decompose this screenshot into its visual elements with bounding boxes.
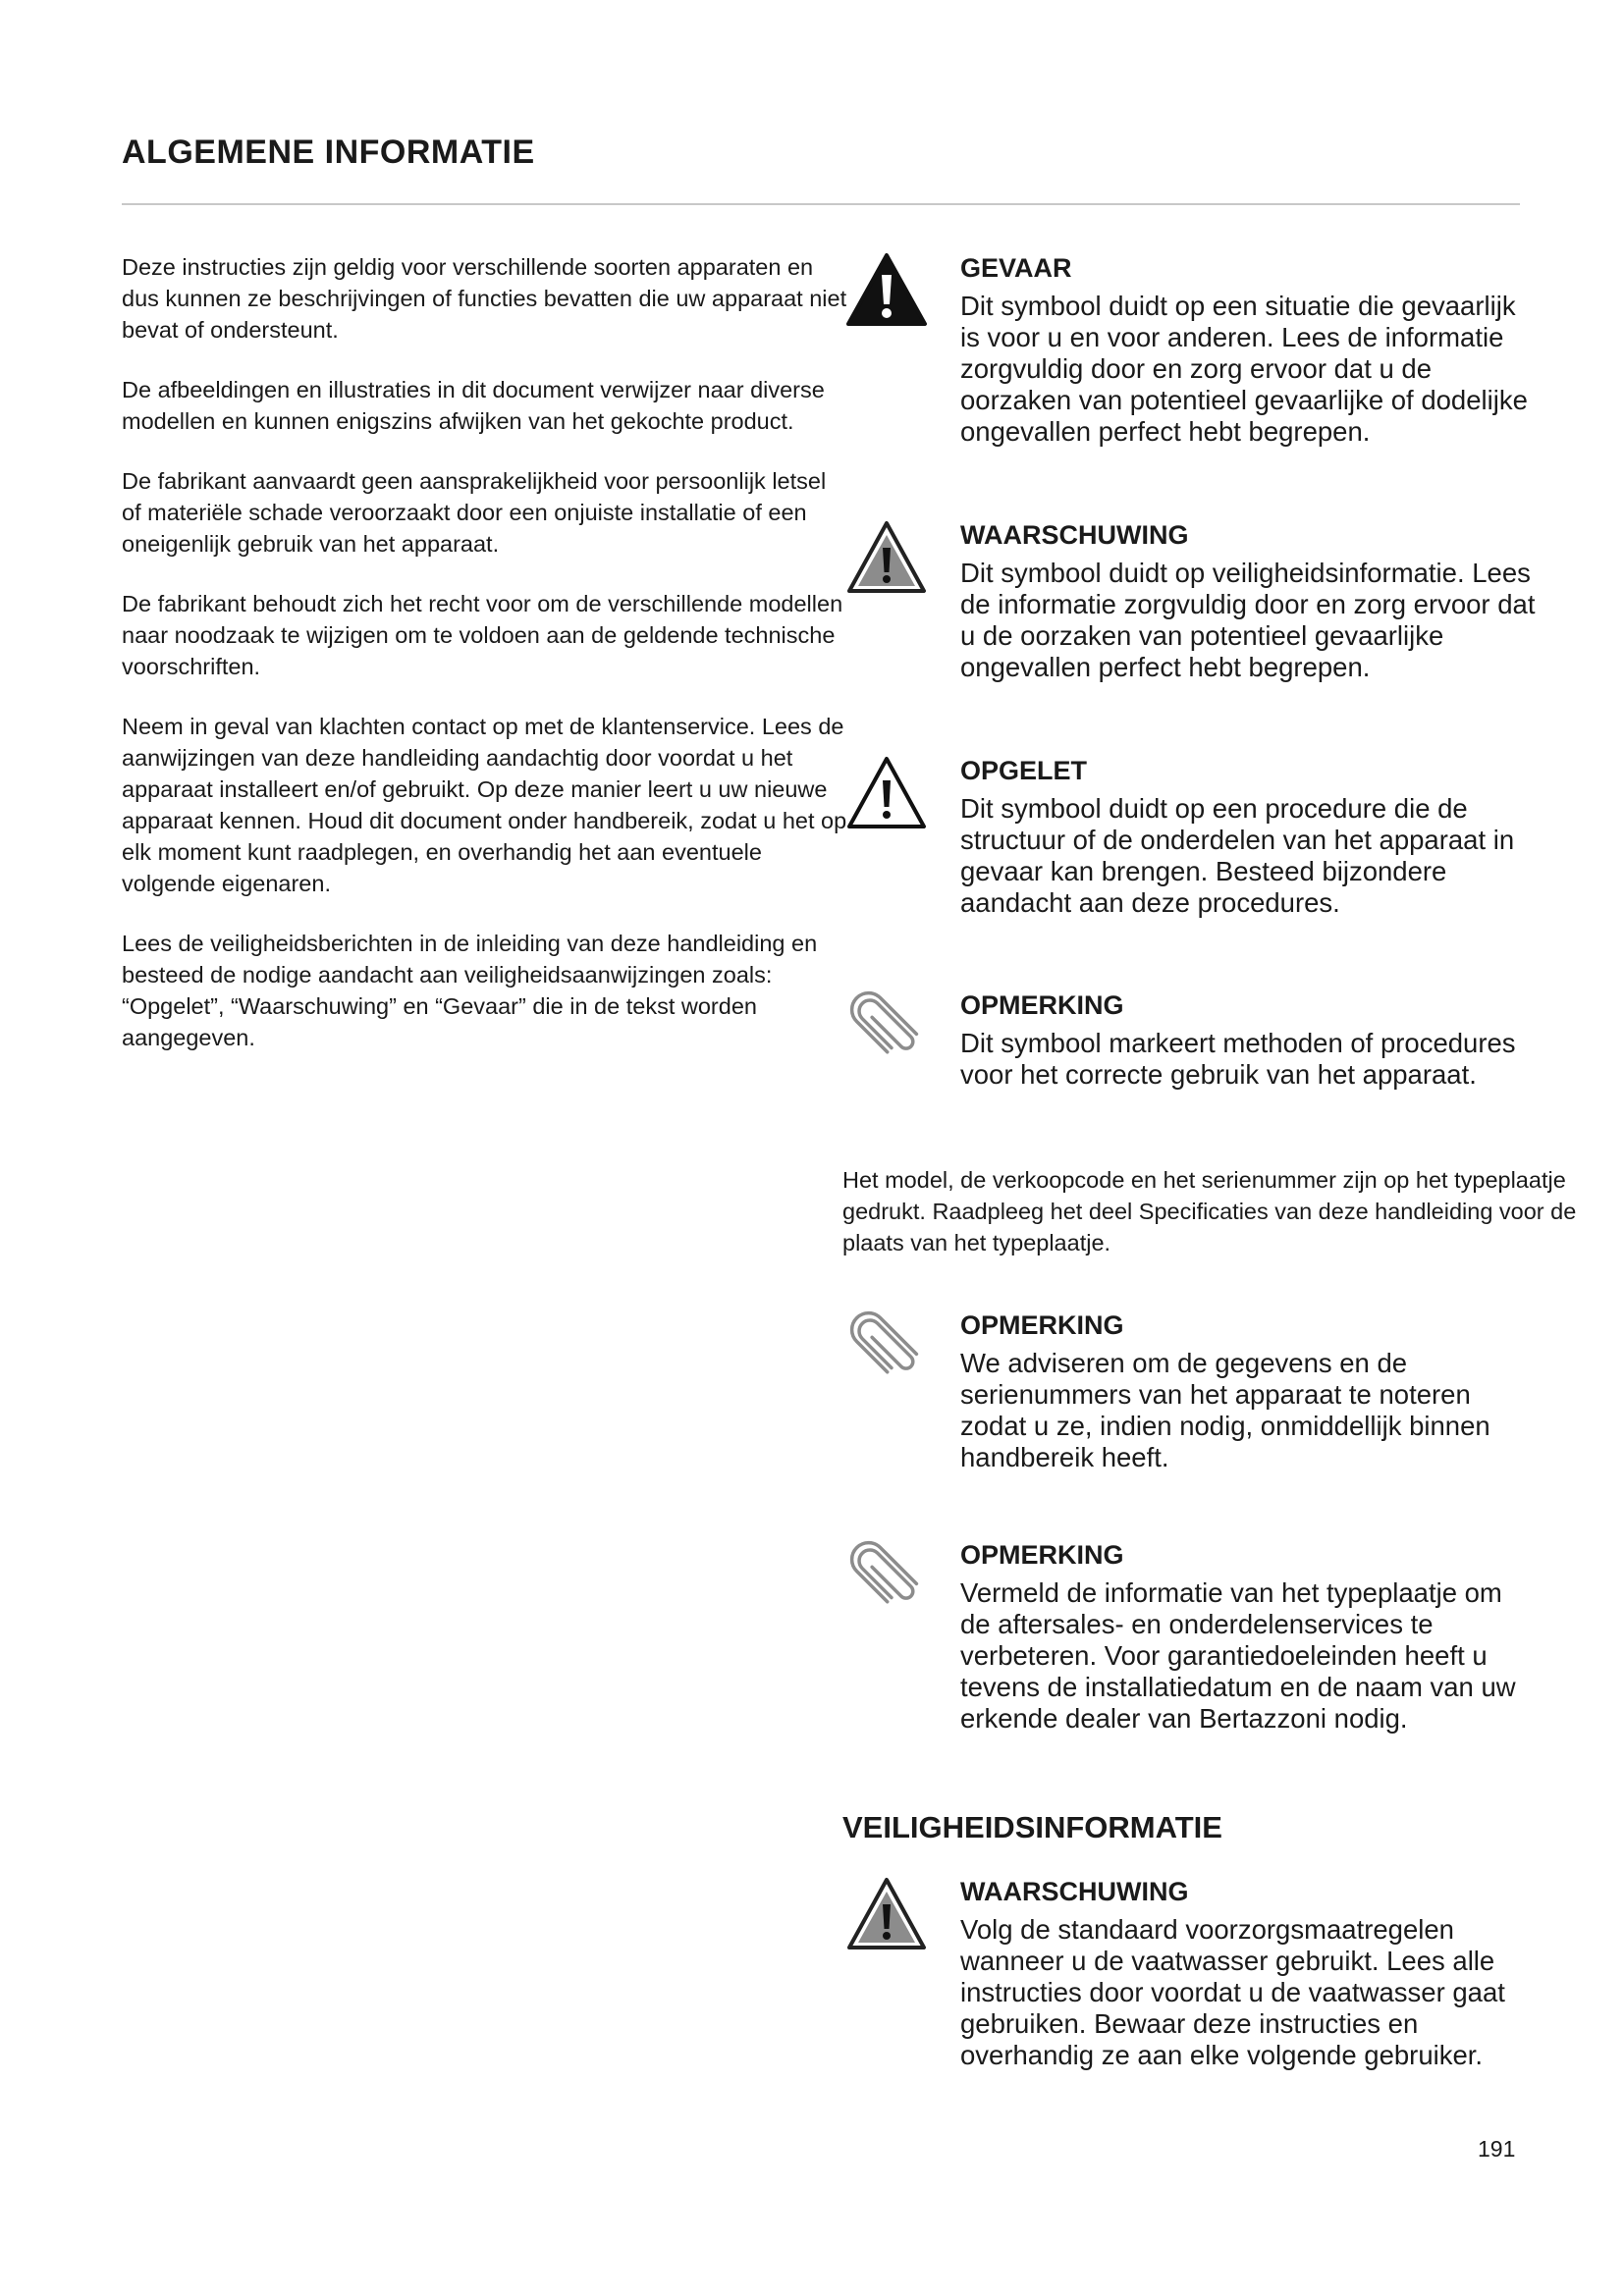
warning-icon: [844, 518, 929, 597]
notice-title: OPMERKING: [960, 1310, 1124, 1340]
notice-text: Dit symbool duidt op een procedure die de structuur of de onderdelen van het apparaat in gevaar kan brengen. Besteed bijzondere aandacht aan deze procedures.: [960, 793, 1515, 918]
intro-paragraph: De fabrikant behoudt zich het recht voor om de verschillende modellen naar noodzaak te wijzigen om te voldoen aan de geldende technische voorschriften.: [122, 591, 843, 679]
danger-icon: [844, 251, 929, 330]
intro-paragraph: Neem in geval van klachten contact op met de klantenservice. Lees de aanwijzingen van deze handleiding aandachtig door voordat u het apparaat installeert en/of gebruikt. Op deze manier leert u uw nieuwe apparaat kennen. Houd dit document onder handbereik, zodat u het op elk moment kunt raadplegen, en overhandig het aan eventuele volgende eigenaren.: [122, 714, 847, 896]
notice-title: OPMERKING: [960, 1540, 1124, 1570]
notice-text: Dit symbool duidt op veiligheidsinformatie. Lees de informatie zorgvuldig door en zorg ervoor dat u de oorzaken van potentieel gevaarlijke ongevallen perfect hebt begrepen.: [960, 558, 1536, 682]
notice-text: Dit symbool duidt op een situatie die gevaarlijk is voor u en voor anderen. Lees de informatie zorgvuldig door en zorg ervoor dat u de oorzaken van potentieel gevaarlijke of dodelijke ongevallen perfect hebt begrepen.: [960, 291, 1528, 447]
notice-text: We adviseren om de gegevens en de serienummers van het apparaat te noteren zodat u ze, indien nodig, onmiddellijk binnen handbereik heeft.: [960, 1348, 1490, 1472]
notice-title: WAARSCHUWING: [960, 1877, 1189, 1906]
intro-paragraph: Lees de veiligheidsberichten in de inleiding van deze handleiding en besteed de nodige aandacht aan veiligheidsaanwijzingen zoals: “Opgelet”, “Waarschuwing” en “Gevaar” die in de tekst worden aangegeven.: [122, 931, 818, 1050]
notice-title: OPGELET: [960, 756, 1088, 785]
intro-column: [122, 251, 848, 1082]
page-number: 191: [1478, 2136, 1516, 2162]
notice-title: WAARSCHUWING: [960, 520, 1189, 550]
intro-paragraph: De fabrikant aanvaardt geen aansprakelijkheid voor persoonlijk letsel of materiële schade veroorzaakt door een onjuiste installatie of een oneigenlijk gebruik van het apparaat.: [122, 468, 827, 557]
notice-title: OPMERKING: [960, 990, 1124, 1020]
paperclip-icon: [844, 1308, 929, 1387]
caution-icon: [844, 754, 929, 832]
model-info-text: Het model, de verkoopcode en het serienummer zijn op het typeplaatje gedrukt. Raadpleeg het deel Specificaties van deze handleiding voor de plaats van het typeplaatje.: [842, 1167, 1577, 1255]
paperclip-icon: [844, 1538, 929, 1617]
intro-paragraph: De afbeeldingen en illustraties in dit document verwijzer naar diverse modellen en kunnen enigszins afwijken van het gekochte product.: [122, 377, 825, 434]
page-title: ALGEMENE INFORMATIE: [122, 133, 535, 171]
title-divider: [122, 203, 1520, 205]
notice-title: GEVAAR: [960, 253, 1072, 283]
paperclip-icon: [844, 988, 929, 1067]
warning-icon: [844, 1875, 929, 1953]
section-heading: VEILIGHEIDSINFORMATIE: [842, 1810, 1222, 1844]
notice-text: Dit symbool markeert methoden of procedures voor het correcte gebruik van het apparaat.: [960, 1028, 1516, 1090]
intro-paragraph: Deze instructies zijn geldig voor verschillende soorten apparaten en dus kunnen ze beschrijvingen of functies bevatten die uw apparaat niet bevat of ondersteunt.: [122, 254, 847, 343]
notice-text: Volg de standaard voorzorgsmaatregelen wanneer u de vaatwasser gebruikt. Lees alle instructies door voordat u de vaatwasser gaat gebruiken. Bewaar deze instructies en overhandig ze aan elke volgende gebruiker.: [960, 1914, 1505, 2070]
notice-text: Vermeld de informatie van het typeplaatje om de aftersales- en onderdelenservices te verbeteren. Voor garantiedoeleinden heeft u tevens de installatiedatum en de naam van uw erkende dealer van Bertazzoni nodig.: [960, 1577, 1516, 1734]
